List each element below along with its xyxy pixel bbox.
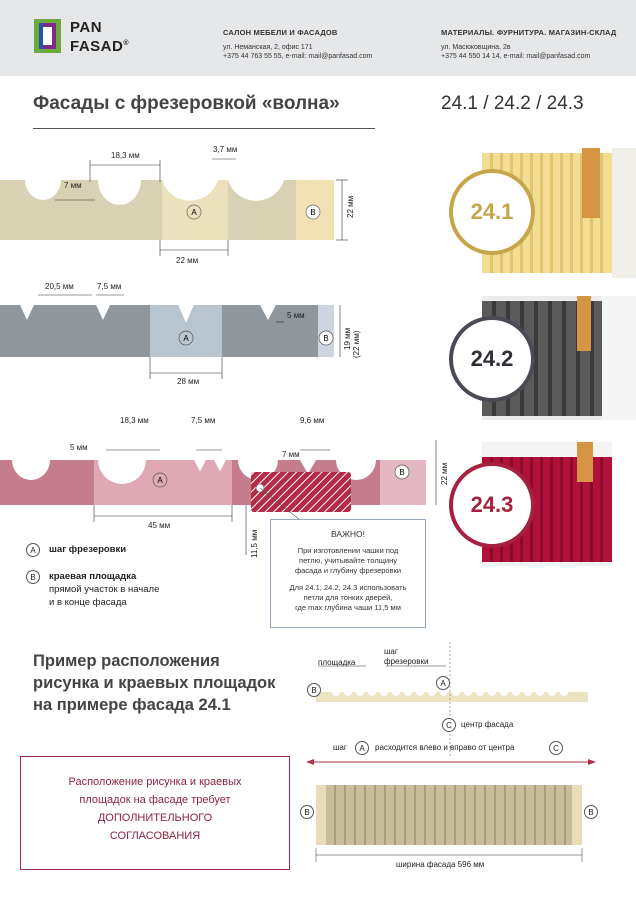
ex-marker-b-left: B bbox=[300, 805, 314, 819]
p1-dim-step: 22 мм bbox=[176, 256, 199, 265]
title-underline bbox=[33, 128, 375, 129]
logo-icon bbox=[33, 18, 63, 54]
profile2-marker-b: B bbox=[323, 334, 329, 343]
important-note: ВАЖНО! При изготовлении чашки под петлю, учитывайте толщину фасада и глубину фрезеровки Для 24.1, 24.2, 24.3 использовать петли для тонких дверей, где max глубина чаши 11,5 мм bbox=[270, 519, 426, 628]
p3-dim-depth2: 7 мм bbox=[282, 450, 300, 459]
lbl-center: центр фасада bbox=[461, 720, 514, 729]
p3-dim-cup: 11,5 мм bbox=[250, 529, 259, 558]
p3-dim-depth: 5 мм bbox=[70, 443, 88, 452]
p3-dim-step: 45 мм bbox=[148, 521, 171, 530]
legend-b-text: краевая площадка bbox=[49, 571, 137, 582]
p2-dim-gap: 7,5 мм bbox=[97, 282, 122, 291]
header-store: МАТЕРИАЛЫ. ФУРНИТУРА. МАГАЗИН-СКЛАД ул. Масюковщина, 2в +375 44 550 14 14, e-mail: mail@panfasad.com bbox=[441, 28, 617, 60]
badge-24-1: 24.1 bbox=[449, 169, 535, 255]
lbl-width: ширина фасада 596 мм bbox=[396, 860, 485, 869]
profile1-marker-a: A bbox=[191, 208, 197, 217]
lbl-step-1: шаг bbox=[384, 647, 398, 656]
legend-a-marker: A bbox=[26, 543, 40, 557]
p2-dim-depth: 5 мм bbox=[287, 311, 305, 320]
p2-dim-thick-alt: (22 мм) bbox=[352, 330, 361, 358]
lbl-step-2: фрезеровки bbox=[384, 657, 429, 666]
legend-b-sub2: и в конце фасада bbox=[49, 597, 127, 608]
page-title: Фасады с фрезеровкой «волна» bbox=[33, 93, 340, 114]
legend-b-sub1: прямой участок в начале bbox=[49, 584, 160, 595]
lbl-step: шаг bbox=[333, 743, 347, 752]
header-salon: САЛОН МЕБЕЛИ И ФАСАДОВ ул. Неманская, 2, офис 171 +375 44 763 55 55, e-mail: mail@panfasad.com bbox=[223, 28, 373, 60]
ex-marker-b-top: B bbox=[307, 683, 321, 697]
ex-marker-a-mid: A bbox=[355, 741, 369, 755]
profile3-marker-b: B bbox=[399, 468, 405, 477]
p1-dim-depth: 7 мм bbox=[64, 181, 82, 190]
legend-b-marker: B bbox=[26, 570, 40, 584]
ex-marker-b-right: B bbox=[584, 805, 598, 819]
approval-warning: Расположение рисунка и краевых площадок на фасаде требует ДОПОЛНИТЕЛЬНОГО СОГЛАСОВАНИЯ bbox=[20, 756, 290, 870]
brand-name: PAN FASAD® bbox=[70, 19, 130, 55]
lbl-spread: расходится влево и вправо от центра bbox=[375, 743, 515, 752]
p2-dim-top: 20,5 мм bbox=[45, 282, 74, 291]
example-title: Пример расположения рисунка и краевых площадок на примере фасада 24.1 bbox=[33, 652, 276, 714]
p3-dim-gap2: 9,6 мм bbox=[300, 416, 325, 425]
p2-dim-step: 28 мм bbox=[177, 377, 200, 386]
profile3-marker-a: A bbox=[157, 476, 163, 485]
profile2-marker-a: A bbox=[183, 334, 189, 343]
p1-dim-thick: 22 мм bbox=[346, 195, 355, 218]
profile-24-1-drawing bbox=[0, 140, 380, 270]
example-diagram bbox=[296, 640, 636, 880]
profile1-marker-b: B bbox=[310, 208, 316, 217]
p3-dim-top: 18,3 мм bbox=[120, 416, 149, 425]
lbl-platform: площадка bbox=[318, 658, 356, 667]
header bbox=[0, 0, 636, 76]
p3-dim-gap: 7,5 мм bbox=[191, 416, 216, 425]
p3-dim-thick: 22 мм bbox=[440, 462, 449, 485]
p2-dim-thick: 19 мм bbox=[343, 327, 352, 350]
p1-dim-gap: 3,7 мм bbox=[213, 145, 238, 154]
ex-marker-a-top: A bbox=[436, 676, 450, 690]
legend-a-text: шаг фрезеровки bbox=[49, 544, 127, 555]
badge-24-3: 24.3 bbox=[449, 462, 535, 548]
p1-dim-top: 18,3 мм bbox=[111, 151, 140, 160]
ex-marker-c-top: C bbox=[442, 718, 456, 732]
badge-24-2: 24.2 bbox=[449, 316, 535, 402]
ex-marker-c-mid: C bbox=[549, 741, 563, 755]
profile-24-2-drawing bbox=[0, 285, 380, 385]
product-codes: 24.1 / 24.2 / 24.3 bbox=[441, 93, 584, 114]
